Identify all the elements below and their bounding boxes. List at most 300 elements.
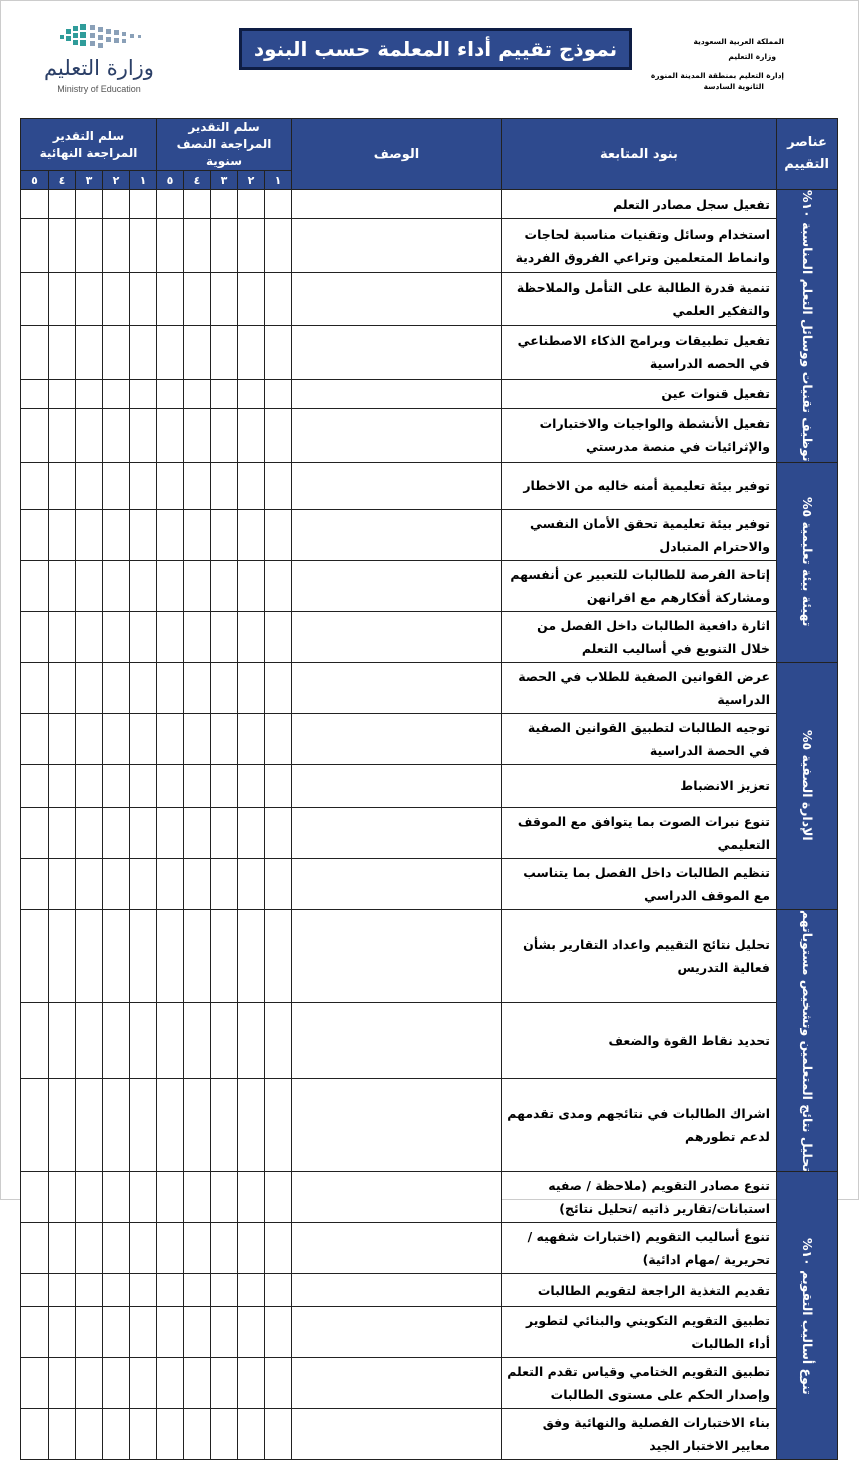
final-rating-cell[interactable] (76, 1307, 103, 1358)
midyear-rating-cell[interactable] (265, 560, 292, 611)
section-title: توظيف تقنيات ووسائل التعلم المناسبة ١٠% (800, 190, 815, 462)
final-rating-cell[interactable] (130, 858, 157, 909)
description-cell[interactable] (292, 611, 502, 662)
midyear-rating-cell[interactable] (265, 409, 292, 463)
midyear-rating-cell[interactable] (184, 190, 211, 219)
section-title-cell (777, 1172, 838, 1460)
final-rating-cell[interactable] (21, 462, 49, 509)
final-rating-cell[interactable] (21, 1358, 49, 1409)
ministry-logo (44, 24, 154, 96)
midyear-rating-cell[interactable] (265, 858, 292, 909)
final-rating-cell[interactable] (103, 1409, 130, 1460)
final-rating-cell[interactable] (21, 1274, 49, 1307)
midyear-rating-cell[interactable] (238, 379, 265, 408)
midyear-rating-cell[interactable] (211, 1223, 238, 1274)
midyear-rating-cell[interactable] (238, 1274, 265, 1307)
final-rating-cell[interactable] (76, 909, 103, 1002)
final-rating-cell[interactable] (130, 1079, 157, 1172)
description-cell[interactable] (292, 1274, 502, 1307)
final-rating-cell[interactable] (76, 764, 103, 807)
midyear-rating-cell[interactable] (265, 713, 292, 764)
midyear-rating-cell[interactable] (211, 1274, 238, 1307)
description-cell[interactable] (292, 560, 502, 611)
final-rating-cell[interactable] (76, 272, 103, 325)
item-text: تفعيل قنوات عين (502, 379, 777, 408)
description-cell[interactable] (292, 190, 502, 219)
midyear-rating-cell[interactable] (238, 807, 265, 858)
final-rating-cell[interactable] (49, 219, 76, 272)
table-row (21, 1172, 838, 1223)
final-rating-cell[interactable] (76, 713, 103, 764)
section-title-cell (777, 662, 838, 909)
description-cell[interactable] (292, 858, 502, 909)
item-text: تطبيق التقويم الختامي وقياس تقدم التعلم وإصدار الحكم على مستوى الطالبات (502, 1358, 777, 1409)
midyear-rating-cell[interactable] (184, 1172, 211, 1223)
midyear-rating-cell[interactable] (238, 1223, 265, 1274)
midyear-scale-title: سلم التقدير (188, 120, 260, 134)
midyear-rating-cell[interactable] (157, 1307, 184, 1358)
midyear-rating-cell[interactable] (238, 409, 265, 463)
final-rating-cell[interactable] (130, 509, 157, 560)
midyear-rating-cell[interactable] (184, 611, 211, 662)
midyear-rating-cell[interactable] (265, 1409, 292, 1460)
midyear-rating-cell[interactable] (184, 807, 211, 858)
final-rating-cell[interactable] (21, 272, 49, 325)
final-rating-cell[interactable] (49, 272, 76, 325)
midyear-rating-cell[interactable] (184, 409, 211, 463)
midyear-rating-cell[interactable] (211, 1002, 238, 1079)
description-cell[interactable] (292, 662, 502, 713)
midyear-rating-cell[interactable] (211, 560, 238, 611)
section-title-cell (777, 190, 838, 463)
midyear-rating-cell[interactable] (238, 662, 265, 713)
final-rating-cell[interactable] (49, 1358, 76, 1409)
final-rating-cell[interactable] (103, 662, 130, 713)
section-title: تهيئة بيئة تعليمية ٥% (800, 497, 815, 627)
midyear-rating-cell[interactable] (184, 272, 211, 325)
midyear-rating-cell[interactable] (211, 509, 238, 560)
final-rating-cell[interactable] (130, 326, 157, 379)
final-rating-cell[interactable] (103, 611, 130, 662)
final-rating-cell[interactable] (130, 1172, 157, 1223)
final-rating-cell[interactable] (49, 1223, 76, 1274)
midyear-rating-cell[interactable] (265, 909, 292, 1002)
table-row (21, 611, 838, 662)
mid-scale-3: ٣ (211, 171, 238, 190)
final-rating-cell[interactable] (103, 462, 130, 509)
midyear-rating-cell[interactable] (157, 560, 184, 611)
final-rating-cell[interactable] (21, 662, 49, 713)
midyear-rating-cell[interactable] (157, 1223, 184, 1274)
final-rating-cell[interactable] (49, 409, 76, 463)
table-row (21, 1358, 838, 1409)
item-text: تنظيم الطالبات داخل الفصل بما يتناسب مع الموقف الدراسي (502, 858, 777, 909)
description-cell[interactable] (292, 1172, 502, 1223)
final-rating-cell[interactable] (21, 379, 49, 408)
midyear-rating-cell[interactable] (157, 1172, 184, 1223)
final-rating-cell[interactable] (130, 764, 157, 807)
midyear-rating-cell[interactable] (211, 1172, 238, 1223)
midyear-rating-cell[interactable] (157, 662, 184, 713)
final-rating-cell[interactable] (21, 611, 49, 662)
final-rating-cell[interactable] (21, 1172, 49, 1223)
midyear-rating-cell[interactable] (211, 662, 238, 713)
final-rating-cell[interactable] (103, 1274, 130, 1307)
description-cell[interactable] (292, 1079, 502, 1172)
final-rating-cell[interactable] (103, 409, 130, 463)
final-rating-cell[interactable] (130, 409, 157, 463)
midyear-rating-cell[interactable] (184, 1002, 211, 1079)
final-rating-cell[interactable] (21, 858, 49, 909)
midyear-rating-cell[interactable] (238, 1307, 265, 1358)
final-rating-cell[interactable] (76, 1409, 103, 1460)
final-rating-cell[interactable] (130, 909, 157, 1002)
midyear-rating-cell[interactable] (238, 1002, 265, 1079)
midyear-rating-cell[interactable] (157, 326, 184, 379)
final-rating-cell[interactable] (103, 807, 130, 858)
midyear-rating-cell[interactable] (238, 560, 265, 611)
final-scale-4: ٤ (49, 171, 76, 190)
org-line-department: إدارة التعليم بمنطقة المدينة المنورة (650, 71, 784, 80)
final-rating-cell[interactable] (49, 713, 76, 764)
midyear-rating-cell[interactable] (265, 764, 292, 807)
final-rating-cell[interactable] (130, 611, 157, 662)
midyear-rating-cell[interactable] (211, 611, 238, 662)
midyear-rating-cell[interactable] (157, 462, 184, 509)
final-rating-cell[interactable] (76, 560, 103, 611)
final-rating-cell[interactable] (76, 662, 103, 713)
item-text: توفير بيئة تعليمية أمنه خاليه من الاخطار (502, 462, 777, 509)
description-cell[interactable] (292, 326, 502, 379)
description-cell[interactable] (292, 1409, 502, 1460)
midyear-rating-cell[interactable] (157, 807, 184, 858)
final-rating-cell[interactable] (103, 1307, 130, 1358)
midyear-rating-cell[interactable] (211, 909, 238, 1002)
midyear-rating-cell[interactable] (265, 326, 292, 379)
final-rating-cell[interactable] (76, 1358, 103, 1409)
final-rating-cell[interactable] (21, 409, 49, 463)
midyear-rating-cell[interactable] (265, 190, 292, 219)
final-rating-cell[interactable] (103, 326, 130, 379)
final-rating-cell[interactable] (103, 219, 130, 272)
final-rating-cell[interactable] (49, 611, 76, 662)
final-rating-cell[interactable] (49, 807, 76, 858)
midyear-rating-cell[interactable] (184, 1079, 211, 1172)
final-rating-cell[interactable] (21, 219, 49, 272)
midyear-rating-cell[interactable] (157, 1358, 184, 1409)
midyear-rating-cell[interactable] (265, 611, 292, 662)
final-rating-cell[interactable] (76, 190, 103, 219)
final-rating-cell[interactable] (76, 858, 103, 909)
midyear-rating-cell[interactable] (184, 379, 211, 408)
midyear-rating-cell[interactable] (211, 1307, 238, 1358)
final-rating-cell[interactable] (130, 1223, 157, 1274)
final-rating-cell[interactable] (130, 662, 157, 713)
final-rating-cell[interactable] (49, 1079, 76, 1172)
midyear-rating-cell[interactable] (211, 272, 238, 325)
final-rating-cell[interactable] (103, 764, 130, 807)
final-rating-cell[interactable] (49, 462, 76, 509)
midyear-rating-cell[interactable] (211, 1358, 238, 1409)
description-cell[interactable] (292, 509, 502, 560)
midyear-rating-cell[interactable] (238, 1358, 265, 1409)
section-title-cell (777, 462, 838, 662)
final-rating-cell[interactable] (21, 909, 49, 1002)
header-midyear-scale (157, 119, 292, 171)
midyear-rating-cell[interactable] (265, 272, 292, 325)
midyear-rating-cell[interactable] (265, 1002, 292, 1079)
final-rating-cell[interactable] (21, 326, 49, 379)
description-cell[interactable] (292, 219, 502, 272)
midyear-rating-cell[interactable] (157, 611, 184, 662)
final-rating-cell[interactable] (21, 190, 49, 219)
final-rating-cell[interactable] (21, 764, 49, 807)
final-rating-cell[interactable] (49, 1274, 76, 1307)
final-rating-cell[interactable] (49, 560, 76, 611)
final-rating-cell[interactable] (49, 326, 76, 379)
midyear-rating-cell[interactable] (238, 219, 265, 272)
form-title: نموذج تقييم أداء المعلمة حسب البنود (239, 28, 632, 70)
midyear-rating-cell[interactable] (157, 272, 184, 325)
midyear-rating-cell[interactable] (211, 1079, 238, 1172)
item-text: اشراك الطالبات في نتائجهم ومدى تقدمهم لدعم تطورهم (502, 1079, 777, 1172)
final-rating-cell[interactable] (130, 807, 157, 858)
table-row (21, 858, 838, 909)
final-rating-cell[interactable] (49, 1002, 76, 1079)
item-text: تنوع نبرات الصوت بما يتوافق مع الموقف التعليمي (502, 807, 777, 858)
midyear-rating-cell[interactable] (238, 713, 265, 764)
final-rating-cell[interactable] (49, 509, 76, 560)
midyear-rating-cell[interactable] (265, 219, 292, 272)
final-rating-cell[interactable] (76, 219, 103, 272)
midyear-rating-cell[interactable] (184, 462, 211, 509)
midyear-rating-cell[interactable] (184, 909, 211, 1002)
midyear-rating-cell[interactable] (265, 1358, 292, 1409)
midyear-rating-cell[interactable] (157, 409, 184, 463)
final-rating-cell[interactable] (21, 560, 49, 611)
table-row (21, 560, 838, 611)
final-rating-cell[interactable] (103, 1002, 130, 1079)
section-title: تحليل نتائج المتعلمين وتشخيص مستوياتهم (800, 909, 815, 1172)
description-cell[interactable] (292, 379, 502, 408)
final-rating-cell[interactable] (49, 858, 76, 909)
final-rating-cell[interactable] (76, 1079, 103, 1172)
final-rating-cell[interactable] (103, 509, 130, 560)
midyear-rating-cell[interactable] (265, 509, 292, 560)
midyear-rating-cell[interactable] (184, 1274, 211, 1307)
description-cell[interactable] (292, 1223, 502, 1274)
description-cell[interactable] (292, 272, 502, 325)
midyear-rating-cell[interactable] (211, 190, 238, 219)
midyear-rating-cell[interactable] (157, 764, 184, 807)
midyear-rating-cell[interactable] (211, 409, 238, 463)
final-rating-cell[interactable] (103, 1172, 130, 1223)
final-rating-cell[interactable] (76, 509, 103, 560)
midyear-rating-cell[interactable] (157, 713, 184, 764)
midyear-rating-cell[interactable] (238, 909, 265, 1002)
final-rating-cell[interactable] (49, 1307, 76, 1358)
midyear-rating-cell[interactable] (238, 858, 265, 909)
final-rating-cell[interactable] (76, 462, 103, 509)
final-rating-cell[interactable] (76, 326, 103, 379)
midyear-rating-cell[interactable] (184, 764, 211, 807)
final-rating-cell[interactable] (76, 409, 103, 463)
description-cell[interactable] (292, 909, 502, 1002)
midyear-rating-cell[interactable] (157, 379, 184, 408)
midyear-rating-cell[interactable] (184, 662, 211, 713)
midyear-rating-cell[interactable] (211, 713, 238, 764)
header-description: الوصف (292, 119, 502, 190)
final-rating-cell[interactable] (49, 190, 76, 219)
midyear-rating-cell[interactable] (184, 713, 211, 764)
description-cell[interactable] (292, 462, 502, 509)
final-rating-cell[interactable] (49, 662, 76, 713)
final-scale-5: ٥ (21, 171, 49, 190)
final-rating-cell[interactable] (21, 1002, 49, 1079)
final-rating-cell[interactable] (76, 611, 103, 662)
final-rating-cell[interactable] (130, 713, 157, 764)
midyear-rating-cell[interactable] (265, 807, 292, 858)
midyear-rating-cell[interactable] (211, 764, 238, 807)
midyear-rating-cell[interactable] (184, 1307, 211, 1358)
item-text: تفعيل الأنشطة والواجبات والاختبارات والإثرائيات في منصة مدرستي (502, 409, 777, 463)
mid-scale-2: ٢ (238, 171, 265, 190)
final-rating-cell[interactable] (21, 713, 49, 764)
final-rating-cell[interactable] (21, 1223, 49, 1274)
final-rating-cell[interactable] (49, 1172, 76, 1223)
final-rating-cell[interactable] (130, 560, 157, 611)
midyear-rating-cell[interactable] (265, 1223, 292, 1274)
midyear-rating-cell[interactable] (157, 219, 184, 272)
final-rating-cell[interactable] (76, 1172, 103, 1223)
midyear-rating-cell[interactable] (157, 190, 184, 219)
midyear-rating-cell[interactable] (157, 509, 184, 560)
midyear-rating-cell[interactable] (211, 807, 238, 858)
midyear-rating-cell[interactable] (184, 509, 211, 560)
final-rating-cell[interactable] (21, 807, 49, 858)
final-rating-cell[interactable] (103, 379, 130, 408)
midyear-rating-cell[interactable] (238, 1079, 265, 1172)
midyear-rating-cell[interactable] (211, 326, 238, 379)
final-rating-cell[interactable] (130, 272, 157, 325)
final-rating-cell[interactable] (76, 379, 103, 408)
midyear-rating-cell[interactable] (184, 1223, 211, 1274)
midyear-rating-cell[interactable] (184, 560, 211, 611)
midyear-rating-cell[interactable] (157, 858, 184, 909)
midyear-rating-cell[interactable] (238, 509, 265, 560)
midyear-rating-cell[interactable] (265, 1274, 292, 1307)
midyear-rating-cell[interactable] (184, 1409, 211, 1460)
final-rating-cell[interactable] (76, 1223, 103, 1274)
table-row (21, 462, 838, 509)
midyear-scale-subtitle: المراجعة النصف سنوية (176, 137, 272, 168)
description-cell[interactable] (292, 764, 502, 807)
final-rating-cell[interactable] (103, 190, 130, 219)
final-rating-cell[interactable] (49, 909, 76, 1002)
final-rating-cell[interactable] (103, 1223, 130, 1274)
midyear-rating-cell[interactable] (184, 219, 211, 272)
final-rating-cell[interactable] (130, 1002, 157, 1079)
midyear-rating-cell[interactable] (238, 1409, 265, 1460)
final-scale-title: سلم التقدير (52, 128, 125, 143)
midyear-rating-cell[interactable] (265, 379, 292, 408)
midyear-rating-cell[interactable] (211, 858, 238, 909)
final-rating-cell[interactable] (21, 1409, 49, 1460)
midyear-rating-cell[interactable] (238, 326, 265, 379)
final-rating-cell[interactable] (103, 560, 130, 611)
final-rating-cell[interactable] (21, 1307, 49, 1358)
description-cell[interactable] (292, 1002, 502, 1079)
final-rating-cell[interactable] (130, 219, 157, 272)
final-scale-1: ١ (130, 171, 157, 190)
final-rating-cell[interactable] (103, 1079, 130, 1172)
final-rating-cell[interactable] (49, 379, 76, 408)
final-rating-cell[interactable] (76, 1002, 103, 1079)
item-text: تقديم التغذية الراجعة لتقويم الطالبات (502, 1274, 777, 1307)
final-rating-cell[interactable] (130, 379, 157, 408)
final-rating-cell[interactable] (103, 713, 130, 764)
final-rating-cell[interactable] (49, 1409, 76, 1460)
midyear-rating-cell[interactable] (238, 611, 265, 662)
final-rating-cell[interactable] (103, 1358, 130, 1409)
midyear-rating-cell[interactable] (265, 462, 292, 509)
final-rating-cell[interactable] (103, 858, 130, 909)
final-rating-cell[interactable] (49, 764, 76, 807)
final-rating-cell[interactable] (76, 807, 103, 858)
midyear-rating-cell[interactable] (238, 190, 265, 219)
description-cell[interactable] (292, 1358, 502, 1409)
midyear-rating-cell[interactable] (265, 1307, 292, 1358)
midyear-rating-cell[interactable] (157, 909, 184, 1002)
final-rating-cell[interactable] (130, 1358, 157, 1409)
midyear-rating-cell[interactable] (265, 662, 292, 713)
midyear-rating-cell[interactable] (238, 462, 265, 509)
midyear-rating-cell[interactable] (265, 1172, 292, 1223)
midyear-rating-cell[interactable] (157, 1274, 184, 1307)
description-cell[interactable] (292, 1307, 502, 1358)
final-rating-cell[interactable] (130, 1409, 157, 1460)
header-elements: عناصر التقييم (777, 119, 838, 190)
midyear-rating-cell[interactable] (157, 1409, 184, 1460)
midyear-rating-cell[interactable] (184, 1358, 211, 1409)
midyear-rating-cell[interactable] (211, 1409, 238, 1460)
description-cell[interactable] (292, 713, 502, 764)
midyear-rating-cell[interactable] (238, 272, 265, 325)
midyear-rating-cell[interactable] (238, 1172, 265, 1223)
midyear-rating-cell[interactable] (211, 379, 238, 408)
final-rating-cell[interactable] (21, 509, 49, 560)
final-rating-cell[interactable] (130, 1307, 157, 1358)
midyear-rating-cell[interactable] (184, 858, 211, 909)
final-rating-cell[interactable] (103, 909, 130, 1002)
midyear-rating-cell[interactable] (184, 326, 211, 379)
midyear-rating-cell[interactable] (238, 764, 265, 807)
description-cell[interactable] (292, 807, 502, 858)
midyear-rating-cell[interactable] (211, 219, 238, 272)
midyear-rating-cell[interactable] (265, 1079, 292, 1172)
final-rating-cell[interactable] (21, 1079, 49, 1172)
final-rating-cell[interactable] (130, 190, 157, 219)
final-rating-cell[interactable] (76, 1274, 103, 1307)
midyear-rating-cell[interactable] (157, 1079, 184, 1172)
midyear-rating-cell[interactable] (157, 1002, 184, 1079)
final-rating-cell[interactable] (130, 1274, 157, 1307)
table-row (21, 272, 838, 325)
midyear-rating-cell[interactable] (211, 462, 238, 509)
final-rating-cell[interactable] (103, 272, 130, 325)
description-cell[interactable] (292, 409, 502, 463)
final-rating-cell[interactable] (130, 462, 157, 509)
